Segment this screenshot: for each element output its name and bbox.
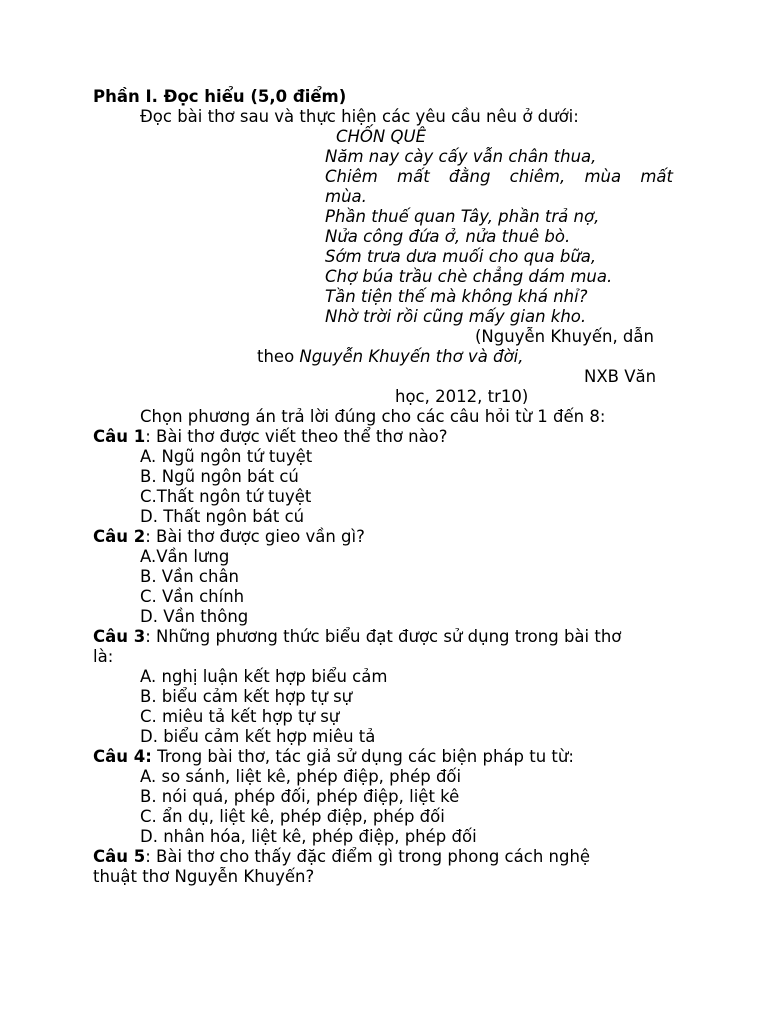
answer-option: C.Thất ngôn tứ tuyệt [140, 487, 312, 506]
question [93, 627, 621, 647]
answer-option: A. Ngũ ngôn tứ tuyệt [140, 447, 313, 466]
poem-source: (Nguyễn Khuyến, dẫn [475, 327, 654, 346]
answer-option: B. biểu cảm kết hợp tự sự [140, 687, 353, 706]
poem-line: Sớm trưa dưa muối cho qua bữa, [325, 247, 597, 266]
question-text: : Bài thơ được gieo vần gì? [145, 527, 365, 546]
question-text: Trong bài thơ, tác giả sử dụng các biện pháp tu từ: [151, 747, 574, 766]
poem-source: NXB Văn [584, 367, 657, 386]
answer-option: C. miêu tả kết hợp tự sự [140, 707, 340, 726]
question-label: Câu 4: [93, 747, 152, 766]
question-text-continued: thuật thơ Nguyễn Khuyến? [93, 867, 315, 886]
poem-source: học, 2012, tr10) [395, 387, 529, 406]
answer-option: C. Vần chính [140, 587, 245, 606]
answer-option: A. nghị luận kết hợp biểu cảm [140, 667, 388, 686]
question-text: : Bài thơ cho thấy đặc điểm gì trong phong cách nghệ [145, 847, 591, 866]
question [93, 527, 365, 547]
poem-source-book: Nguyễn Khuyến thơ và đời, [299, 347, 524, 366]
answer-option: A. so sánh, liệt kê, phép điệp, phép đối [140, 767, 462, 786]
answer-option: B. Ngũ ngôn bát cú [140, 467, 299, 486]
answer-option: B. nói quá, phép đối, phép điệp, liệt kê [140, 787, 460, 806]
intro-text: Đọc bài thơ sau và thực hiện các yêu cầu nêu ở dưới: [140, 107, 579, 126]
answer-option: D. Vần thông [140, 607, 249, 626]
answer-option: D. nhân hóa, liệt kê, phép điệp, phép đối [140, 827, 477, 846]
answer-option: B. Vần chân [140, 567, 240, 586]
section-heading: Phần I. Đọc hiểu (5,0 điểm) [93, 87, 347, 106]
question-label: Câu 1 [93, 427, 146, 446]
question-label: Câu 2 [93, 527, 146, 546]
answer-option: D. biểu cảm kết hợp miêu tả [140, 727, 376, 746]
question-text-continued: là: [93, 647, 114, 666]
question-label: Câu 3 [93, 627, 146, 646]
question-text: : Bài thơ được viết theo thể thơ nào? [145, 427, 448, 446]
poem-line: Phần thuế quan Tây, phần trả nợ, [325, 207, 600, 226]
poem-line: Nửa công đứa ở, nửa thuê bò. [325, 227, 571, 246]
answer-option: C. ẩn dụ, liệt kê, phép điệp, phép đối [140, 807, 445, 826]
question-label: Câu 5 [93, 847, 146, 866]
poem-line: Chợ búa trầu chè chẳng dám mua. [325, 267, 613, 286]
instruction-text: Chọn phương án trả lời đúng cho các câu hỏi từ 1 đến 8: [140, 407, 606, 426]
poem-line: mùa. [325, 187, 367, 206]
poem-line: Năm nay cày cấy vẫn chân thua, [325, 147, 597, 166]
question-text: : Những phương thức biểu đạt được sử dụng trong bài thơ [145, 627, 622, 646]
poem-line: Nhờ trời rồi cũng mấy gian kho. [325, 307, 587, 326]
answer-option: A.Vần lưng [140, 547, 230, 566]
poem-line: Chiêm mất đằng chiêm, mùa mất [325, 167, 673, 186]
question [93, 847, 590, 867]
poem-title: CHỐN QUÊ [336, 127, 426, 146]
poem-source [257, 347, 523, 367]
question [93, 747, 574, 767]
poem-source-prefix: theo [257, 347, 300, 366]
poem-line: Tần tiện thế mà không khá nhỉ? [325, 287, 588, 306]
question [93, 427, 448, 447]
answer-option: D. Thất ngôn bát cú [140, 507, 305, 526]
